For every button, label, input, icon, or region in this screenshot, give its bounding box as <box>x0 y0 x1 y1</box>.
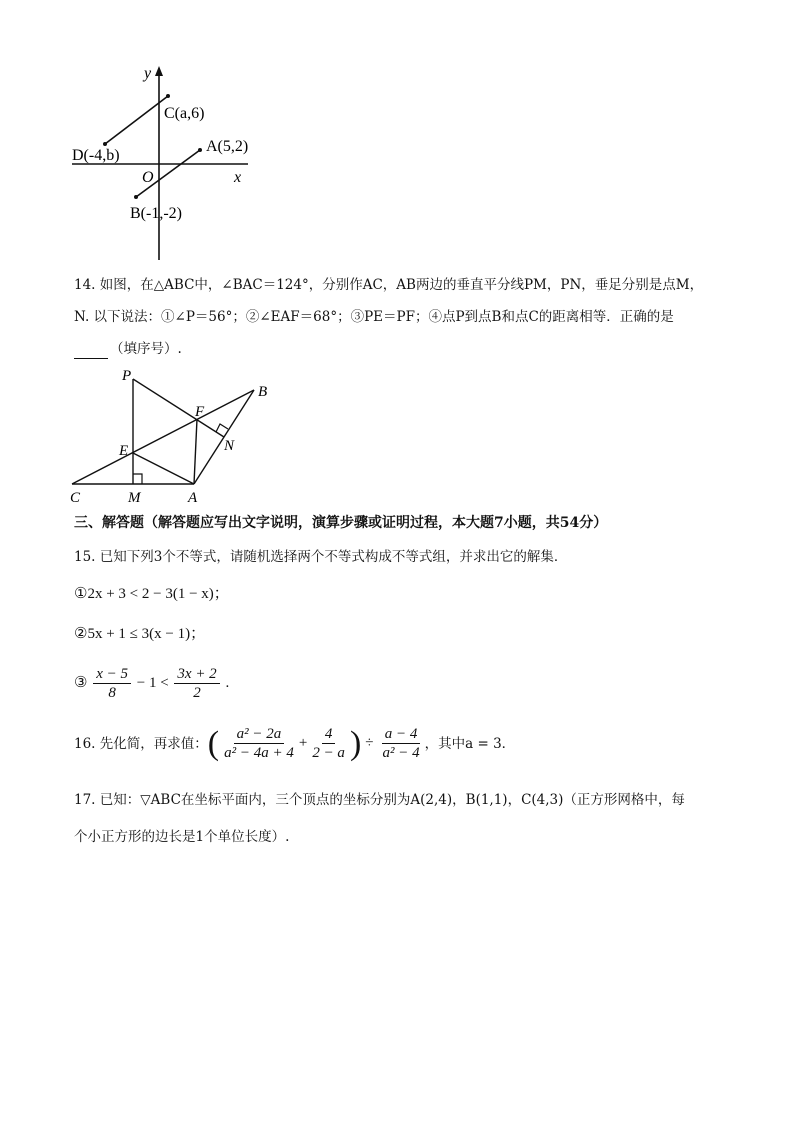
label-c: C(a,6) <box>164 105 205 122</box>
right-angle-m <box>133 474 142 484</box>
point-b <box>134 195 138 199</box>
label-b2: B <box>258 384 268 400</box>
x-axis-label: x <box>234 169 242 186</box>
section-heading: 三、解答题（解答题应写出文字说明，演算步骤或证明过程，本大题7小题，共54分） <box>74 515 608 531</box>
right-paren: ) <box>349 724 362 762</box>
q14-line1: 14. 如图，在△ABC中，∠BAC＝124°，分别作AC，AB两边的垂直平分线PM，PN，垂足分别是点M， <box>74 277 704 293</box>
y-axis-arrow <box>155 66 163 76</box>
q16-f2-denominator: 2 − a <box>312 745 345 761</box>
label-m: M <box>128 490 141 506</box>
ineq3-left-denominator: 8 <box>108 685 116 701</box>
q16-f2-numerator: 4 <box>322 725 336 744</box>
q17-line1: 17. 已知：▽ABC在坐标平面内，三个顶点的坐标分别为A(2,4)，B(1,1)，C(4,3)（正方形网格中，每 <box>74 792 685 808</box>
point-a <box>198 148 202 152</box>
label-f: F <box>195 404 205 420</box>
point-d <box>103 142 107 146</box>
coordinate-figure <box>60 60 280 270</box>
ineq3-left-numerator: x − 5 <box>93 665 131 684</box>
q15-inequality-1: ①2x + 3 < 2 − 3(1 − x)； <box>74 586 229 602</box>
label-n: N <box>224 438 235 454</box>
q15-inequality-3 <box>74 665 229 702</box>
q16-f3-denominator: a² − 4 <box>382 745 420 761</box>
answer-blank[interactable] <box>74 344 108 359</box>
ineq3-left-fraction <box>93 665 131 702</box>
side-cb <box>72 390 254 484</box>
origin-label: O <box>142 169 154 186</box>
left-paren: ( <box>207 724 220 762</box>
label-a2: A <box>188 490 198 506</box>
label-a: A(5,2) <box>206 138 249 155</box>
q16-fraction-3 <box>380 725 423 762</box>
label-c2: C <box>70 490 81 506</box>
q14-line2: N. 以下说法：①∠P＝56°；②∠EAF＝68°；③PE＝PF；④点P到点B和点C的距离相等．正确的是 <box>74 309 674 325</box>
q16-f3-numerator: a − 4 <box>382 725 421 744</box>
q16-fraction-1 <box>221 725 297 762</box>
q16-fraction-2 <box>309 725 348 762</box>
q15-inequality-2: ②5x + 1 ≤ 3(x − 1)； <box>74 626 206 642</box>
right-angle-n <box>216 424 228 432</box>
y-axis-label: y <box>144 65 152 82</box>
q14-line3 <box>74 339 182 359</box>
ineq3-right-numerator: 3x + 2 <box>174 665 219 684</box>
q16-plus: + <box>298 735 308 751</box>
q15-intro: 15. 已知下列3个不等式，请随机选择两个不等式构成不等式组，并求出它的解集． <box>74 549 568 565</box>
q14-line3-text: （填序号）. <box>110 341 182 357</box>
label-b: B(-1,-2) <box>130 205 182 222</box>
q16-prefix: 16. 先化简，再求值： <box>74 735 208 752</box>
q16-expression <box>74 725 515 762</box>
ineq3-end: . <box>225 674 230 691</box>
triangle-figure <box>64 362 284 507</box>
ineq3-right-denominator: 2 <box>193 685 201 701</box>
ineq3-right-fraction <box>174 665 219 702</box>
q16-f1-denominator: a² − 4a + 4 <box>224 745 294 761</box>
ineq3-prefix: ③ <box>74 674 88 691</box>
q16-divide: ÷ <box>365 735 374 751</box>
q16-f1-numerator: a² − 2a <box>234 725 285 744</box>
q17-line2: 个小正方形的边长是1个单位长度）. <box>74 829 290 845</box>
point-c <box>166 94 170 98</box>
label-d: D(-4,b) <box>72 147 120 164</box>
ineq3-middle: − 1 < <box>136 674 169 691</box>
label-p: P <box>122 368 132 384</box>
line-fa <box>194 419 197 484</box>
q16-suffix: ，其中a = 3． <box>424 735 516 752</box>
label-e: E <box>119 443 129 459</box>
